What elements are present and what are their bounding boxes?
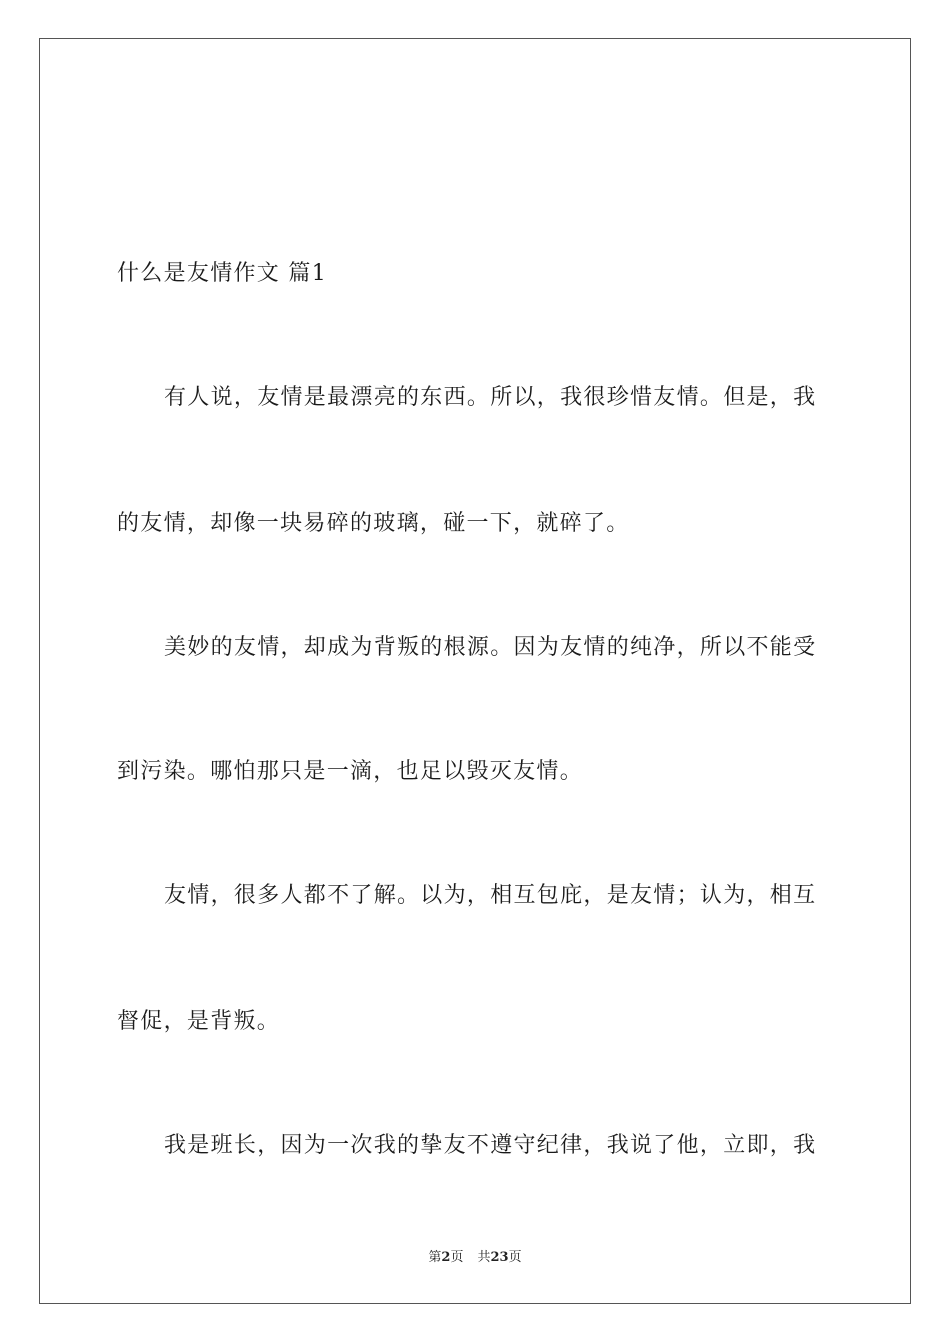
page-border	[39, 38, 911, 1304]
paragraph-line: 友情，很多人都不了解。以为，相互包庇，是友情；认为，相互	[164, 883, 817, 908]
paragraph-line: 的友情，却像一块易碎的玻璃，碰一下，就碎了。	[117, 511, 630, 536]
current-page-number: 2	[441, 1250, 451, 1265]
page-prefix: 第	[428, 1250, 442, 1265]
paragraph-line: 到污染。哪怕那只是一滴，也足以毁灭友情。	[117, 759, 584, 784]
total-prefix: 共	[477, 1250, 491, 1265]
total-page-number: 23	[490, 1250, 509, 1265]
total-suffix: 页	[508, 1250, 522, 1265]
paragraph-line: 美妙的友情，却成为背叛的根源。因为友情的纯净，所以不能受	[164, 635, 817, 660]
document-heading: 什么是友情作文 篇1	[117, 261, 327, 286]
page-footer	[0, 1246, 950, 1265]
paragraph-line: 督促，是背叛。	[117, 1009, 281, 1034]
paragraph-line: 有人说，友情是最漂亮的东西。所以，我很珍惜友情。但是，我	[164, 385, 817, 410]
page-suffix: 页	[450, 1250, 464, 1265]
paragraph-line: 我是班长，因为一次我的挚友不遵守纪律，我说了他，立即，我	[164, 1133, 817, 1158]
